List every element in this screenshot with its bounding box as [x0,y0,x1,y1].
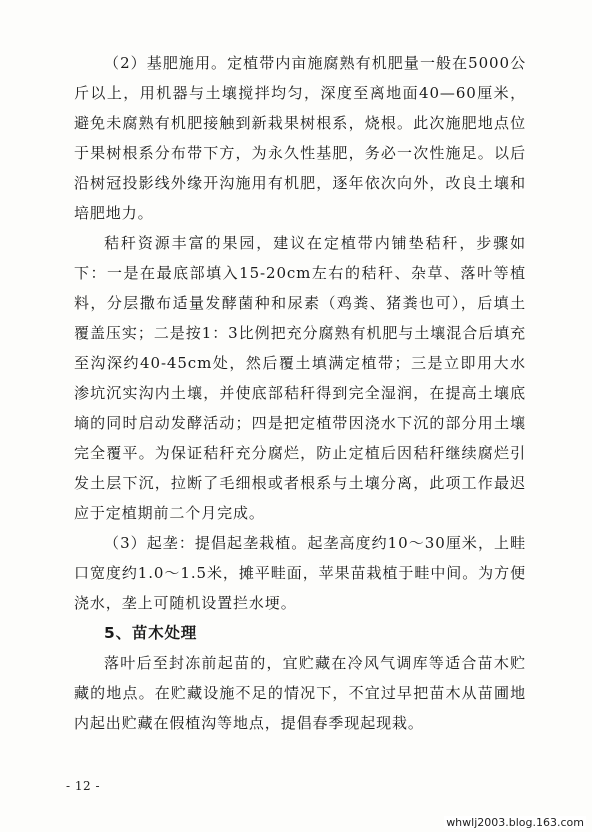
paragraph-base-fertilizer: （2）基肥施用。定植带内亩施腐熟有机肥量一般在5000公斤以上，用机器与土壤搅拌均匀，深度至离地面40—60厘米，避免未腐熟有机肥接触到新栽果树根系，烧根。此次施肥地点位于果树根系分布带下方，为永久性基肥，务必一次性施足。以后沿树冠投影线外缘开沟施用有机肥，逐年依次向外，改良土壤和培肥地力。 [74,54,526,222]
paragraph-seedling-storage: 落叶后至封冻前起苗的，宜贮藏在冷风气调库等适合苗木贮藏的地点。在贮藏设施不足的情况下，不宜过早把苗木从苗圃地内起出贮藏在假植沟等地点，提倡春季现起现栽。 [74,654,526,732]
document-body [74,48,526,738]
paragraph-straw-mulching: 秸秆资源丰富的果园，建议在定植带内铺垫秸秆，步骤如下：一是在最底部填入15-20cm左右的秸秆、杂草、落叶等植料，分层撒布适量发酵菌种和尿素（鸡粪、猪粪也可），后填土覆盖压实；二是按1：3比例把充分腐熟有机肥与土壤混合后填充至沟深约40-45cm处，然后覆土填满定植带；三是立即用大水渗坑沉实沟内土壤，并使底部秸秆得到完全湿润，在提高土壤底墒的同时启动发酵活动；四是把定植带因浇水下沉的部分用土壤完全覆平。为保证秸秆充分腐烂，防止定植后因秸秆继续腐烂引发土层下沉，拉断了毛细根或者根系与土壤分离，此项工作最迟应于定植期前二个月完成。 [74,234,526,522]
paragraph-ridging: （3）起垄：提倡起垄栽植。起垄高度约10～30厘米，上畦口宽度约1.0～1.5米，摊平畦面，苹果苗栽植于畦中间。为方便浇水，垄上可随机设置拦水埂。 [74,534,526,612]
blog-watermark: whwlj2003.blog.163.com [446,816,584,829]
page-number: - 12 - [66,779,101,793]
section-heading-seedling-handling: 5、苗木处理 [104,624,198,642]
